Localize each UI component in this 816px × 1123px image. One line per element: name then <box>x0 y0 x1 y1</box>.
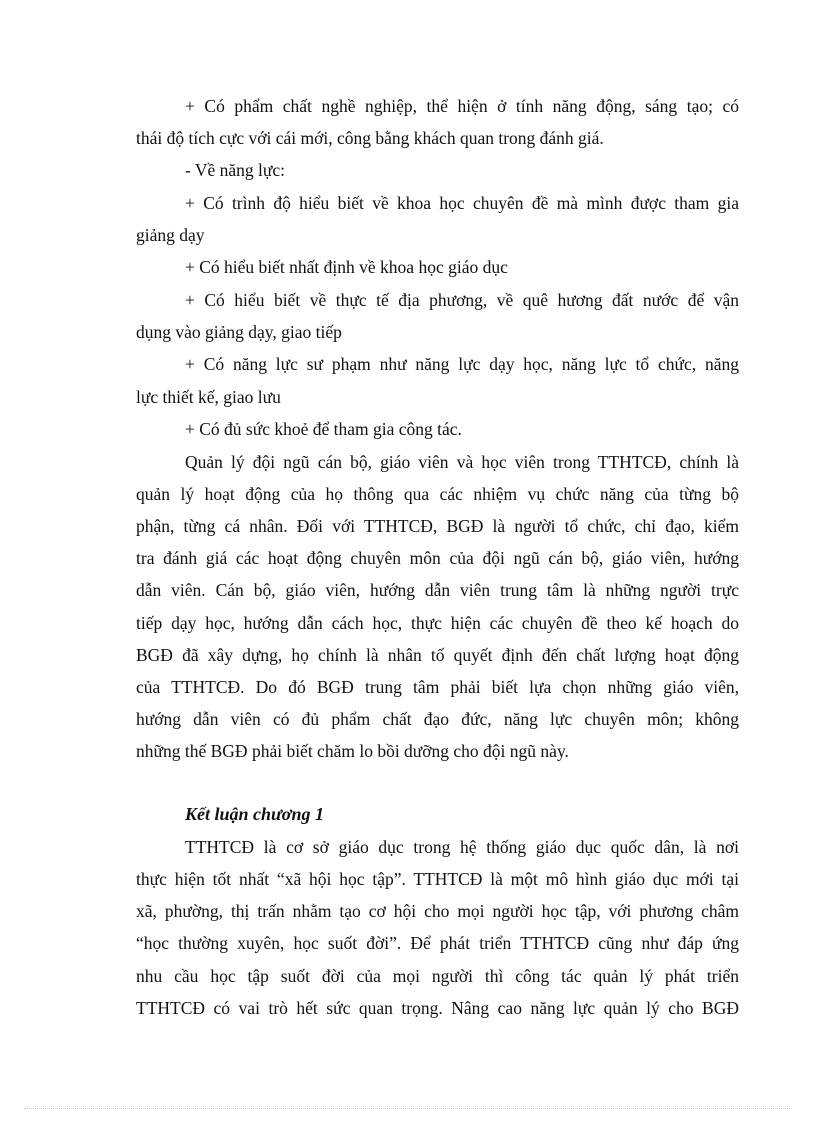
text-line: TTHTCĐ có vai trò hết sức quan trọng. Nâng cao năng lực quản lý cho BGĐ <box>136 998 739 1018</box>
text-line: + Có trình độ hiểu biết về khoa học chuyên đề mà mình được tham gia <box>185 193 739 213</box>
text-line: giảng dạy <box>136 225 205 245</box>
text-line: + Có đủ sức khoẻ để tham gia công tác. <box>185 419 462 439</box>
text-line: TTHTCĐ là cơ sở giáo dục trong hệ thống giáo dục quốc dân, là nơi <box>185 837 739 857</box>
page-bottom-divider <box>24 1108 792 1109</box>
text-line: dụng vào giảng dạy, giao tiếp <box>136 322 342 342</box>
text-line: thái độ tích cực với cái mới, công bằng khách quan trong đánh giá. <box>136 128 604 148</box>
text-line: nhu cầu học tập suốt đời của mọi người thì công tác quản lý phát triển <box>136 966 739 986</box>
section-heading: Kết luận chương 1 <box>185 804 324 824</box>
text-line: BGĐ đã xây dựng, họ chính là nhân tố quyết định đến chất lượng hoạt động <box>136 645 739 665</box>
text-line: xã, phường, thị trấn nhằm tạo cơ hội cho mọi người học tập, với phương châm <box>136 901 739 921</box>
text-line: của TTHTCĐ. Do đó BGĐ trung tâm phải biết lựa chọn những giáo viên, <box>136 677 739 697</box>
text-line: những thế BGĐ phải biết chăm lo bồi dưỡng cho đội ngũ này. <box>136 741 569 761</box>
text-line: - Về năng lực: <box>185 160 286 180</box>
text-line: phận, từng cá nhân. Đối với TTHTCĐ, BGĐ là người tổ chức, chỉ đạo, kiểm <box>136 516 739 536</box>
text-line: + Có năng lực sư phạm như năng lực dạy học, năng lực tổ chức, năng <box>185 354 739 374</box>
text-line: Quản lý đội ngũ cán bộ, giáo viên và học viên trong TTHTCĐ, chính là <box>185 452 739 472</box>
text-line: + Có hiểu biết về thực tế địa phương, về quê hương đất nước để vận <box>185 290 739 310</box>
text-line: quản lý hoạt động của họ thông qua các nhiệm vụ chức năng của từng bộ <box>136 484 739 504</box>
text-line: tiếp dạy học, hướng dẫn cách học, thực hiện các chuyên đề theo kế hoạch do <box>136 613 739 633</box>
text-line: thực hiện tốt nhất “xã hội học tập”. TTHTCĐ là một mô hình giáo dục mới tại <box>136 869 739 889</box>
text-line: + Có hiểu biết nhất định về khoa học giáo dục <box>185 257 508 277</box>
text-line: hướng dẫn viên có đủ phẩm chất đạo đức, năng lực chuyên môn; không <box>136 709 739 729</box>
text-line: tra đánh giá các hoạt động chuyên môn của đội ngũ cán bộ, giáo viên, hướng <box>136 548 739 568</box>
text-line: “học thường xuyên, học suốt đời”. Để phát triển TTHTCĐ cũng như đáp ứng <box>136 933 739 953</box>
text-line: dẫn viên. Cán bộ, giáo viên, hướng dẫn viên trung tâm là những người trực <box>136 580 739 600</box>
text-line: + Có phẩm chất nghề nghiệp, thể hiện ở tính năng động, sáng tạo; có <box>185 96 739 116</box>
text-line: lực thiết kế, giao lưu <box>136 387 281 407</box>
